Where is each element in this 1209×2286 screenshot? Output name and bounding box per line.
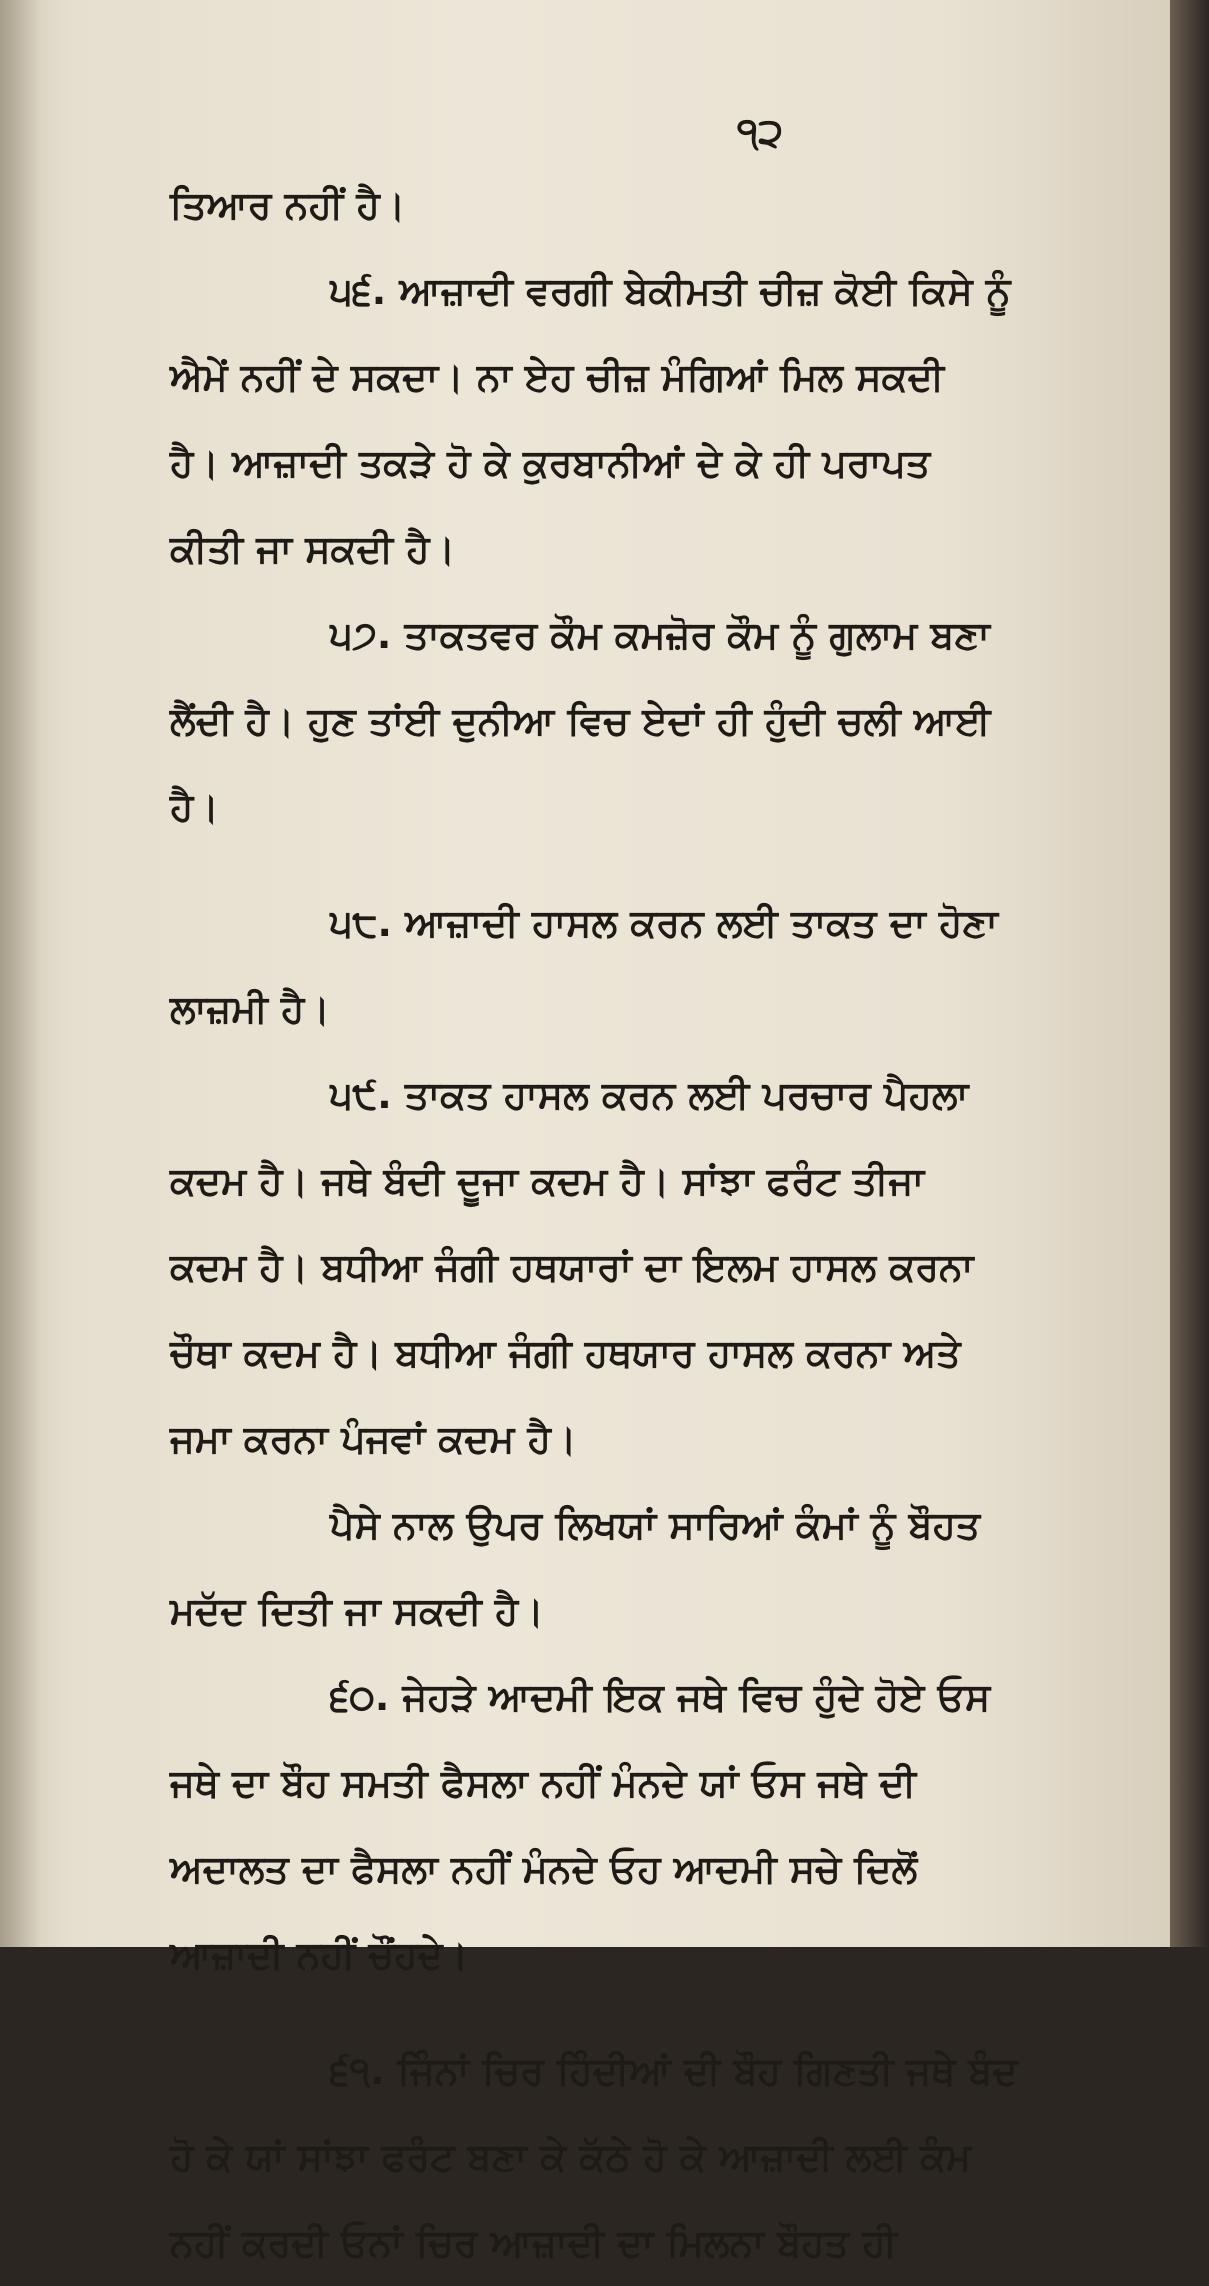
paragraph-gap: [170, 1998, 1170, 2028]
text-line: ੫੬. ਆਜ਼ਾਦੀ ਵਰਗੀ ਬੇਕੀਮਤੀ ਚੀਜ਼ ਕੋਈ ਕਿਸੇ ਨੂੰ: [330, 269, 1011, 313]
text-line: ਲਾਜ਼ਮੀ ਹੈ।: [170, 987, 330, 1031]
paragraph-gap: [170, 850, 1170, 880]
text-line: ਅਦਾਲਤ ਦਾ ਫੈਸਲਾ ਨਹੀਂ ਮੰਨਦੇ ਓਹ ਆਦਮੀ ਸਚੇ ਦਿਲੋਂ: [170, 1847, 918, 1891]
page-text: [170, 110, 1170, 2286]
text-line: ਚੌਥਾ ਕਦਮ ਹੈ। ਬਧੀਆ ਜੰਗੀ ਹਥਯਾਰ ਹਾਸਲ ਕਰਨਾ ਅਤੇ: [170, 1331, 961, 1375]
text-line: ੬੧. ਜਿੰਨਾਂ ਚਿਰ ਹਿੰਦੀਆਂ ਦੀ ਬੌਹ ਗਿਣਤੀ ਜਥੇ ਬੰਦ: [330, 2049, 1018, 2093]
page-number: ੧੨: [736, 110, 784, 156]
text-line: ਮਦੱਦ ਦਿਤੀ ਜਾ ਸਕਦੀ ਹੈ।: [170, 1589, 544, 1633]
text-line: ਐਮੇਂ ਨਹੀਂ ਦੇ ਸਕਦਾ। ਨਾ ਏਹ ਚੀਜ਼ ਮੰਗਿਆਂ ਮਿਲ ਸਕਦੀ: [170, 355, 945, 399]
spine-shadow: [0, 0, 40, 1947]
text-lines: [170, 162, 1170, 2286]
text-line: ੬੦. ਜੇਹੜੇ ਆਦਮੀ ਇਕ ਜਥੇ ਵਿਚ ਹੁੰਦੇ ਹੋਏ ਓਸ: [330, 1675, 991, 1719]
text-line: ਨਹੀਂ ਕਰਦੀ ਓਨਾਂ ਚਿਰ ਆਜ਼ਾਦੀ ਦਾ ਮਿਲਨਾ ਬੌਹਤ ਹੀ: [170, 2221, 897, 2265]
text-line: ਲੈਂਦੀ ਹੈ। ਹੁਣ ਤਾਂਈ ਦੁਨੀਆ ਵਿਚ ਏਦਾਂ ਹੀ ਹੁੰਦੀ ਚਲੀ ਆਈ: [170, 699, 991, 743]
text-line: ਤਿਆਰ ਨਹੀਂ ਹੈ।: [170, 183, 406, 227]
page-edge-shadow: [1170, 0, 1209, 1947]
text-line: ਹੋ ਕੇ ਯਾਂ ਸਾਂਝਾ ਫਰੰਟ ਬਣਾ ਕੇ ਕੱਠੇ ਹੋ ਕੇ ਆਜ਼ਾਦੀ ਲਈ ਕੰਮ: [170, 2135, 972, 2179]
text-line: ਕਦਮ ਹੈ। ਬਧੀਆ ਜੰਗੀ ਹਥਯਾਰਾਂ ਦਾ ਇਲਮ ਹਾਸਲ ਕਰਨਾ: [170, 1245, 974, 1289]
text-line: ਕਦਮ ਹੈ। ਜਥੇ ਬੰਦੀ ਦੂਜਾ ਕਦਮ ਹੈ। ਸਾਂਝਾ ਫਰੰਟ ਤੀਜਾ: [170, 1159, 925, 1203]
text-line: ਪੈਸੇ ਨਾਲ ਉਪਰ ਲਿਖਯਾਂ ਸਾਰਿਆਂ ਕੰਮਾਂ ਨੂੰ ਬੌਹਤ: [330, 1503, 981, 1547]
text-line: ਹੈ।: [170, 785, 219, 829]
text-line: ਆਜ਼ਾਦੀ ਨਹੀਂ ਚੌਂਹਦੇ।: [170, 1933, 469, 1977]
text-line: ੫੯. ਤਾਕਤ ਹਾਸਲ ਕਰਨ ਲਈ ਪਰਚਾਰ ਪੈਹਲਾ: [330, 1073, 969, 1117]
text-line: ਜਮਾ ਕਰਨਾ ਪੰਜਵਾਂ ਕਦਮ ਹੈ।: [170, 1417, 577, 1461]
text-line: ਕੀਤੀ ਜਾ ਸਕਦੀ ਹੈ।: [170, 527, 456, 571]
text-line: ਹੈ। ਆਜ਼ਾਦੀ ਤਕੜੇ ਹੋ ਕੇ ਕੁਰਬਾਨੀਆਂ ਦੇ ਕੇ ਹੀ ਪਰਾਪਤ: [170, 441, 931, 485]
text-line: ਜਥੇ ਦਾ ਬੌਹ ਸਮਤੀ ਫੈਸਲਾ ਨਹੀਂ ਮੰਨਦੇ ਯਾਂ ਓਸ ਜਥੇ ਦੀ: [170, 1761, 917, 1805]
text-line: ੫੮. ਆਜ਼ਾਦੀ ਹਾਸਲ ਕਰਨ ਲਈ ਤਾਕਤ ਦਾ ਹੋਣਾ: [330, 901, 998, 945]
text-line: ੫੭. ਤਾਕਤਵਰ ਕੌਮ ਕਮਜ਼ੋਰ ਕੌਮ ਨੂੰ ਗੁਲਾਮ ਬਣਾ: [330, 613, 990, 657]
